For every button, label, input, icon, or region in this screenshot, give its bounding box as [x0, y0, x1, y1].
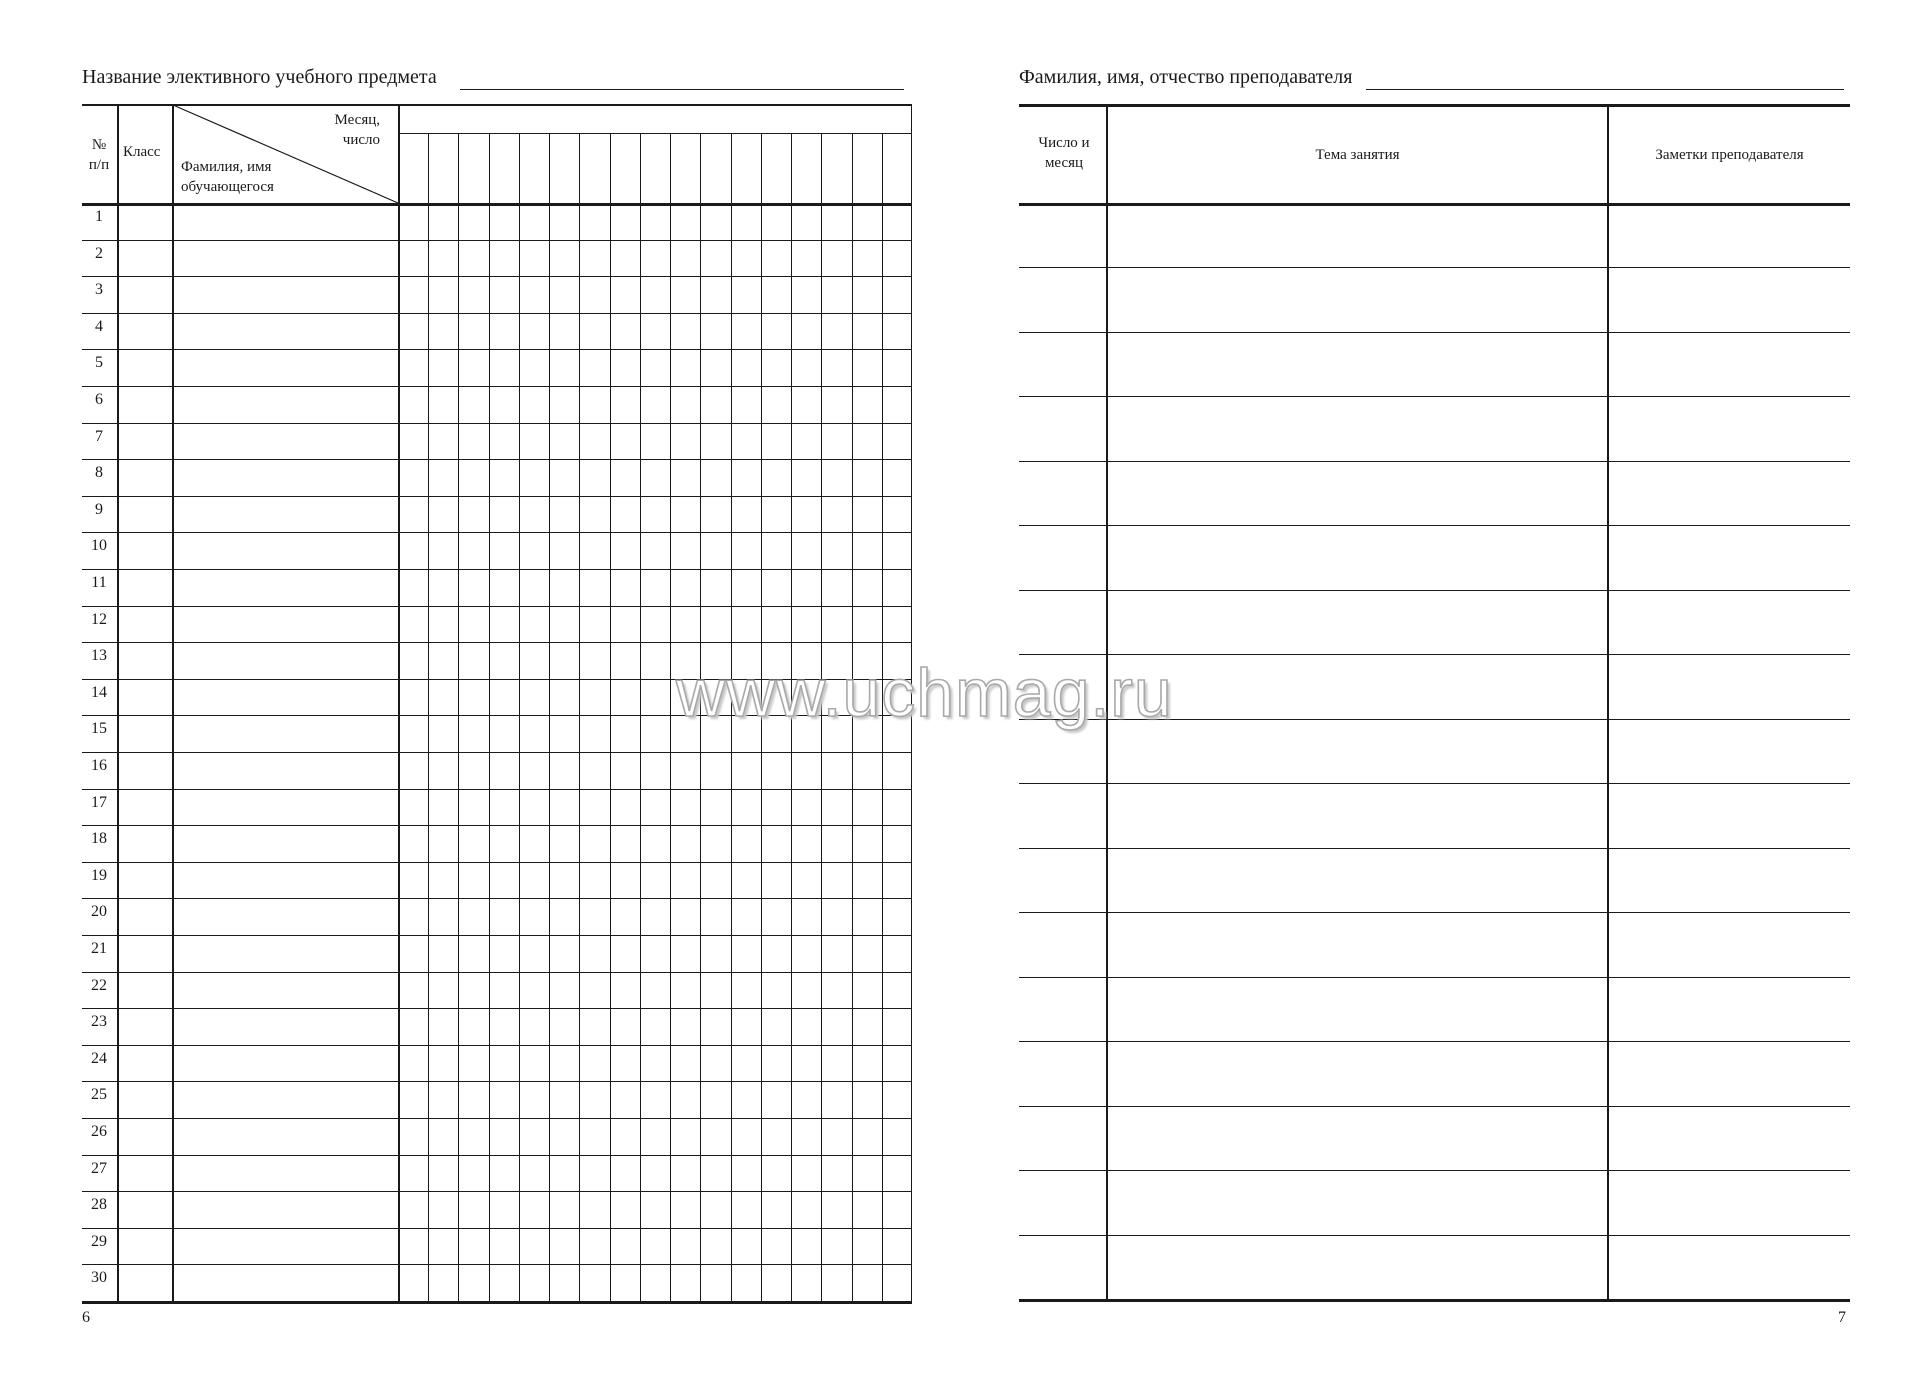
- row-number: 7: [95, 428, 103, 445]
- row-number: 22: [91, 977, 107, 994]
- grid-row-line: [82, 386, 912, 387]
- row-number: 8: [95, 464, 103, 481]
- row-number: 2: [95, 245, 103, 262]
- page-number-left: 6: [82, 1309, 90, 1326]
- row-number: 24: [91, 1050, 107, 1067]
- log-row-line: [1019, 461, 1850, 462]
- row-number: 15: [91, 720, 107, 737]
- header-notes: Заметки преподавателя: [1655, 147, 1804, 163]
- row-number: 11: [91, 574, 107, 591]
- header-student-name: Фамилия, имя обучающегося: [181, 159, 274, 195]
- log-row-line: [1019, 396, 1850, 397]
- log-row-line: [1019, 1106, 1850, 1107]
- row-number: 1: [95, 208, 103, 225]
- grid-date-col: [670, 133, 671, 1303]
- row-number: 28: [91, 1196, 107, 1213]
- grid-row-line: [82, 642, 912, 643]
- subject-name-label: Название элективного учебного предмета: [82, 66, 437, 88]
- row-number: 3: [95, 281, 103, 298]
- row-number: 30: [91, 1269, 107, 1286]
- grid-date-col: [489, 133, 490, 1303]
- row-number: 26: [91, 1123, 107, 1140]
- header-class: Класс: [123, 144, 161, 160]
- grid-row-line: [82, 862, 912, 863]
- grid-row-line: [82, 1228, 912, 1229]
- row-number: 17: [91, 794, 107, 811]
- row-number: 10: [91, 537, 107, 554]
- grid-date-col: [640, 133, 641, 1303]
- grid-row-line: [82, 1118, 912, 1119]
- grid-date-subheader-line: [398, 133, 912, 134]
- row-number: 19: [91, 867, 107, 884]
- grid-row-line: [82, 349, 912, 350]
- row-number: 27: [91, 1160, 107, 1177]
- grid-row-line: [82, 752, 912, 753]
- row-number: 9: [95, 501, 103, 518]
- row-number: 16: [91, 757, 107, 774]
- grid-date-col: [428, 133, 429, 1303]
- row-number: 18: [91, 830, 107, 847]
- grid-row-line: [82, 789, 912, 790]
- row-number: 14: [91, 684, 107, 701]
- row-number: 4: [95, 318, 103, 335]
- log-header-bottom: [1019, 203, 1850, 206]
- row-number: 12: [91, 611, 107, 628]
- grid-date-col: [458, 133, 459, 1303]
- row-number: 21: [91, 940, 107, 957]
- grid-row-line: [82, 459, 912, 460]
- grid-bottom-border: [82, 1301, 912, 1304]
- grid-row-line: [82, 496, 912, 497]
- grid-row-line: [82, 1155, 912, 1156]
- grid-row-line: [82, 276, 912, 277]
- grid-row-line: [82, 1264, 912, 1265]
- grid-row-line: [82, 972, 912, 973]
- log-row-line: [1019, 267, 1850, 268]
- row-number: 29: [91, 1233, 107, 1250]
- grid-row-line: [82, 1191, 912, 1192]
- log-row-line: [1019, 1170, 1850, 1171]
- grid-row-line: [82, 1008, 912, 1009]
- page-number-right: 7: [1838, 1309, 1846, 1326]
- grid-row-line: [82, 898, 912, 899]
- grid-col-number: [117, 104, 119, 1303]
- grid-row-line: [82, 825, 912, 826]
- grid-col-class: [172, 104, 174, 1303]
- grid-date-col: [579, 133, 580, 1303]
- grid-row-line: [82, 313, 912, 314]
- log-row-line: [1019, 912, 1850, 913]
- grid-row-line: [82, 1045, 912, 1046]
- grid-row-line: [82, 423, 912, 424]
- grid-row-line: [82, 240, 912, 241]
- header-number: № п/п: [88, 137, 110, 173]
- log-col-notes: [1607, 104, 1609, 1301]
- grid-date-col: [549, 133, 550, 1303]
- log-row-line: [1019, 848, 1850, 849]
- grid-date-col: [519, 133, 520, 1303]
- grid-row-line: [82, 935, 912, 936]
- log-top-border: [1019, 104, 1850, 107]
- grid-top-border: [82, 104, 912, 106]
- watermark: www.uchmag.ru: [676, 655, 1173, 731]
- row-number: 5: [95, 354, 103, 371]
- grid-row-line: [82, 532, 912, 533]
- log-row-line: [1019, 977, 1850, 978]
- row-number: 6: [95, 391, 103, 408]
- log-row-line: [1019, 525, 1850, 526]
- grid-row-line: [82, 569, 912, 570]
- grid-row-line: [82, 606, 912, 607]
- log-bottom-border: [1019, 1299, 1850, 1302]
- header-month-date: Месяц, число: [334, 112, 380, 148]
- log-row-line: [1019, 332, 1850, 333]
- row-number: 25: [91, 1086, 107, 1103]
- grid-col-name: [398, 104, 400, 1303]
- header-date: Число и месяц: [1038, 135, 1090, 171]
- log-row-line: [1019, 590, 1850, 591]
- log-row-line: [1019, 1235, 1850, 1236]
- row-number: 23: [91, 1013, 107, 1030]
- grid-date-col: [610, 133, 611, 1303]
- log-row-line: [1019, 783, 1850, 784]
- header-topic: Тема занятия: [1315, 147, 1400, 163]
- grid-row-line: [82, 1081, 912, 1082]
- log-row-line: [1019, 1041, 1850, 1042]
- row-number: 13: [91, 647, 107, 664]
- grid-header-bottom: [82, 203, 912, 206]
- row-number: 20: [91, 903, 107, 920]
- teacher-name-label: Фамилия, имя, отчество преподавателя: [1019, 66, 1353, 88]
